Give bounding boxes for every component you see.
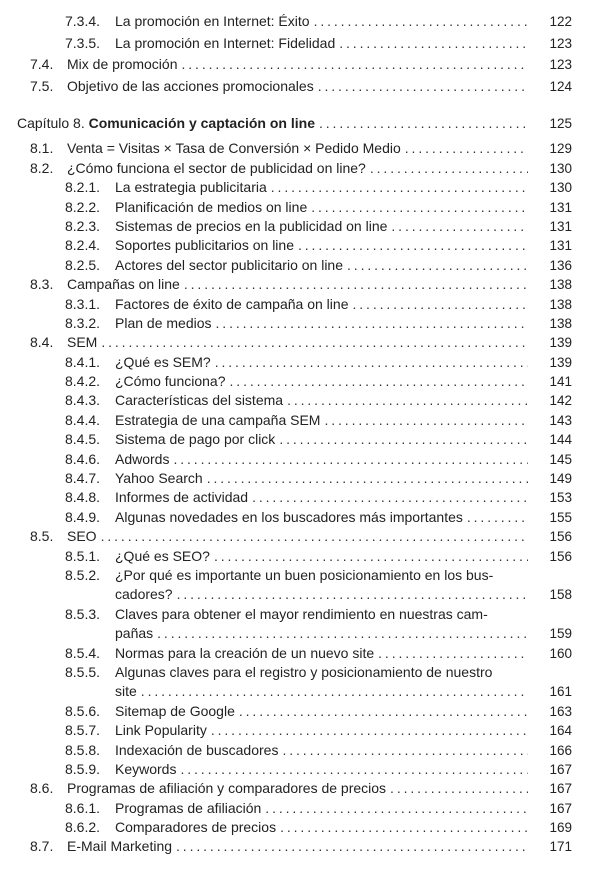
section-number: 8.2.4.: [65, 237, 101, 254]
dot-leader: [318, 76, 528, 98]
dot-leader: [339, 33, 528, 55]
entry-title: Campañas on line: [67, 276, 180, 293]
dot-leader: [467, 508, 528, 527]
section-number: 7.3.5.: [65, 34, 101, 51]
section-number: 8.2.1.: [65, 179, 101, 196]
section-number: 8.5.4.: [65, 644, 101, 661]
page-number: 129: [549, 141, 572, 157]
dot-leader: [287, 391, 528, 410]
chapter-prefix: Capítulo 8.: [17, 115, 85, 131]
dot-leader: [324, 411, 528, 430]
page-number: 161: [549, 684, 572, 700]
section-number: 8.4.: [30, 334, 54, 351]
page-number: 171: [549, 839, 572, 855]
toc-entry[interactable]: [0, 760, 600, 779]
page-number: 130: [549, 180, 572, 196]
entry-title: Yahoo Search: [115, 470, 203, 487]
page-number: 167: [549, 781, 572, 797]
chapter-heading[interactable]: [0, 114, 600, 133]
toc-entry[interactable]: [0, 644, 600, 663]
entry-title: Claves para obtener el mayor rendimiento en nuestras cam-: [115, 605, 488, 622]
section-number: 8.3.2.: [65, 314, 101, 331]
section-number: 7.4.: [30, 56, 54, 72]
entry-title: Planificación de medios on line: [115, 198, 308, 215]
section-number: 8.4.7.: [65, 470, 101, 487]
section-number: 8.3.1.: [65, 295, 101, 312]
page-number: 138: [549, 296, 572, 312]
toc-entry[interactable]: [0, 11, 600, 33]
dot-leader: [216, 314, 528, 333]
section-number: 8.4.2.: [65, 373, 101, 390]
entry-title: Adwords: [115, 450, 170, 467]
entry-title: site: [115, 683, 137, 700]
entry-title: E-Mail Marketing: [67, 838, 173, 855]
toc-entry[interactable]: [0, 76, 600, 98]
entry-title: SEM: [67, 334, 98, 351]
section-number: 8.5.3.: [65, 605, 101, 622]
page-number: 123: [549, 57, 572, 72]
dot-leader: [280, 818, 528, 837]
section-number: 8.2.3.: [65, 217, 101, 234]
dot-leader: [279, 430, 528, 449]
entry-title: Factores de éxito de campaña on line: [115, 295, 349, 312]
section-number: 8.6.: [30, 780, 54, 797]
dot-leader: [214, 547, 528, 566]
section-number: 7.3.4.: [65, 13, 101, 29]
toc-entry[interactable]: [0, 391, 600, 410]
toc-entry[interactable]: [0, 372, 600, 391]
entry-title: Características del sistema: [115, 392, 284, 409]
dot-leader: [173, 450, 528, 469]
toc-entry[interactable]: [0, 411, 600, 430]
page-number: 155: [549, 509, 572, 525]
dot-leader: [252, 488, 528, 507]
toc-entry[interactable]: [0, 333, 600, 352]
page-number: 139: [549, 335, 572, 351]
section-number: 8.2.5.: [65, 256, 101, 273]
toc-entry[interactable]: [0, 275, 600, 294]
entry-title: Soportes publicitarios on line: [115, 237, 294, 254]
section-number: 8.4.6.: [65, 450, 101, 467]
toc-entry[interactable]: [0, 547, 600, 566]
page-number: 123: [549, 35, 572, 51]
page-number: 141: [549, 374, 572, 390]
entry-title: Mix de promoción: [67, 56, 178, 72]
entry-title: Sistema de pago por click: [115, 431, 276, 448]
page-number: 156: [549, 548, 572, 564]
section-number: 7.5.: [30, 77, 54, 94]
dot-leader: [265, 799, 528, 818]
section-number: 8.6.2.: [65, 819, 101, 836]
section-number: 8.5.6.: [65, 702, 101, 719]
entry-title: Programas de afiliación: [115, 799, 262, 816]
dot-leader: [239, 702, 528, 721]
section-number: 8.5.8.: [65, 741, 101, 758]
section-number: 8.7.: [30, 838, 54, 855]
page-number: 124: [549, 78, 572, 94]
entry-title: cadores?: [115, 586, 173, 603]
entry-title: ¿Qué es SEO?: [115, 547, 210, 564]
entry-title: Sitemap de Google: [115, 702, 235, 719]
toc-entry[interactable]: [0, 837, 600, 856]
dot-leader: [180, 760, 528, 779]
toc-entry[interactable]: [0, 236, 600, 255]
toc-entry[interactable]: [0, 217, 600, 236]
page-number: 167: [549, 761, 572, 777]
toc-entry[interactable]: [0, 818, 600, 837]
entry-title: Plan de medios: [115, 314, 212, 331]
toc-entry[interactable]: [0, 159, 600, 178]
entry-title: SEO: [67, 528, 97, 545]
page-number: 159: [549, 626, 572, 642]
toc-entry[interactable]: [0, 566, 600, 585]
section-number: 8.2.: [30, 159, 54, 176]
section-number: 8.5.7.: [65, 722, 101, 739]
toc-entry[interactable]: [0, 605, 600, 624]
toc-entry[interactable]: [0, 527, 600, 546]
section-number: 8.5.2.: [65, 566, 101, 583]
toc-entry[interactable]: [0, 682, 600, 701]
dot-leader: [101, 333, 528, 352]
page-number: 145: [549, 451, 572, 467]
page-number: 169: [549, 820, 572, 836]
entry-title: Actores del sector publicitario on line: [115, 256, 344, 273]
section-number: 8.5.9.: [65, 760, 101, 777]
page-number: 160: [549, 645, 572, 661]
dot-leader: [390, 779, 528, 798]
entry-title: ¿Cómo funciona?: [115, 373, 226, 390]
entry-title: La promoción en Internet: Fidelidad: [115, 34, 336, 51]
entry-title: ¿Por qué es importante un buen posicionamiento en los bus-: [115, 566, 494, 583]
entry-title: Programas de afiliación y comparadores de precios: [67, 780, 387, 797]
toc-entry[interactable]: [0, 779, 600, 798]
section-number: 8.4.5.: [65, 431, 101, 448]
chapter-entries: [0, 139, 600, 856]
entry-title: Keywords: [115, 760, 177, 777]
section-number: 8.5.5.: [65, 663, 101, 680]
page-number: 142: [549, 393, 572, 409]
page-number: 131: [549, 218, 572, 234]
toc-entry[interactable]: [0, 585, 600, 604]
entry-title: Comparadores de precios: [115, 819, 277, 836]
page-number: 143: [549, 412, 572, 428]
entry-title: Indexación de buscadores: [115, 741, 279, 758]
toc-entry[interactable]: [0, 256, 600, 275]
page-number: 139: [549, 354, 572, 370]
page-number: 125: [549, 116, 572, 131]
dot-leader: [157, 624, 528, 643]
entry-title: Sistemas de precios en la publicidad on line: [115, 217, 388, 234]
dot-leader: [319, 114, 528, 133]
dot-leader: [271, 178, 528, 197]
toc-entry[interactable]: [0, 33, 600, 55]
page-number: 138: [549, 315, 572, 331]
page-number: 158: [549, 587, 572, 603]
toc-entry[interactable]: [0, 508, 600, 527]
toc-entry[interactable]: [0, 353, 600, 372]
section-number: 8.5.: [30, 528, 54, 545]
toc-entry[interactable]: [0, 702, 600, 721]
dot-leader: [405, 139, 528, 158]
page-number: 166: [549, 742, 572, 758]
dot-leader: [311, 198, 528, 217]
entry-title: Objetivo de las acciones promocionales: [67, 77, 314, 94]
section-number: 8.5.1.: [65, 547, 101, 564]
toc-entry[interactable]: [0, 488, 600, 507]
section-number: 8.1.: [30, 140, 54, 157]
dot-leader: [182, 54, 529, 76]
section-number: 8.2.2.: [65, 198, 101, 215]
page-number: 131: [549, 199, 572, 215]
entry-title: ¿Qué es SEM?: [115, 353, 211, 370]
toc-entry[interactable]: [0, 314, 600, 333]
page-number: 163: [549, 703, 572, 719]
section-number: 8.4.3.: [65, 392, 101, 409]
entry-title: La estrategia publicitaria: [115, 179, 267, 196]
dot-leader: [101, 527, 528, 546]
section-number: 8.4.4.: [65, 411, 101, 428]
previous-chapter-entries: [0, 11, 600, 97]
entry-title: Venta = Visitas × Tasa de Conversión × Pedido Medio: [67, 140, 401, 157]
page-number: 131: [549, 238, 572, 254]
entry-title: Algunas novedades en los buscadores más importantes: [115, 508, 463, 525]
page-number: 130: [549, 160, 572, 176]
page-number: 149: [549, 471, 572, 487]
entry-title: Estrategia de una campaña SEM: [115, 411, 321, 428]
page-number: 138: [549, 277, 572, 293]
page-number: 122: [549, 14, 572, 29]
dot-leader: [177, 585, 528, 604]
dot-leader: [184, 275, 528, 294]
dot-leader: [352, 295, 528, 314]
entry-title: Informes de actividad: [115, 489, 249, 506]
dot-leader: [176, 837, 528, 856]
toc-entry[interactable]: [0, 198, 600, 217]
dot-leader: [370, 159, 528, 178]
toc-entry[interactable]: [0, 624, 600, 643]
entry-title: pañas: [115, 625, 154, 642]
dot-leader: [211, 721, 528, 740]
toc-entry[interactable]: [0, 178, 600, 197]
page-number: 167: [549, 800, 572, 816]
toc-entry[interactable]: [0, 741, 600, 760]
toc-entry[interactable]: [0, 450, 600, 469]
page-number: 164: [549, 723, 572, 739]
toc-entry[interactable]: [0, 469, 600, 488]
section-number: 8.6.1.: [65, 799, 101, 816]
section-number: 8.4.1.: [65, 353, 101, 370]
entry-title: Normas para la creación de un nuevo site: [115, 644, 375, 661]
entry-title: Link Popularity: [115, 722, 207, 739]
chapter-title: Comunicación y captación on line: [88, 115, 315, 131]
section-number: 8.3.: [30, 276, 54, 293]
toc-entry[interactable]: [0, 139, 600, 158]
entry-title: La promoción en Internet: Éxito: [115, 13, 310, 29]
page-number: 153: [549, 490, 572, 506]
dot-leader: [391, 217, 528, 236]
dot-leader: [347, 256, 528, 275]
dot-leader: [207, 469, 528, 488]
dot-leader: [282, 741, 528, 760]
toc-entry[interactable]: [0, 54, 600, 76]
toc-entry[interactable]: [0, 295, 600, 314]
dot-leader: [378, 644, 528, 663]
page-number: 156: [549, 529, 572, 545]
dot-leader: [215, 353, 528, 372]
toc-entry[interactable]: [0, 721, 600, 740]
entry-title: Algunas claves para el registro y posicionamiento de nuestro: [115, 663, 493, 680]
toc-entry[interactable]: [0, 663, 600, 682]
toc-entry[interactable]: [0, 799, 600, 818]
entry-title: ¿Cómo funciona el sector de publicidad on line?: [67, 159, 366, 176]
dot-leader: [314, 11, 528, 33]
page-number: 136: [549, 257, 572, 273]
dot-leader: [298, 236, 528, 255]
page-number: 144: [549, 432, 572, 448]
dot-leader: [230, 372, 528, 391]
toc-entry[interactable]: [0, 430, 600, 449]
section-number: 8.4.9.: [65, 508, 101, 525]
dot-leader: [141, 682, 528, 701]
section-number: 8.4.8.: [65, 489, 101, 506]
